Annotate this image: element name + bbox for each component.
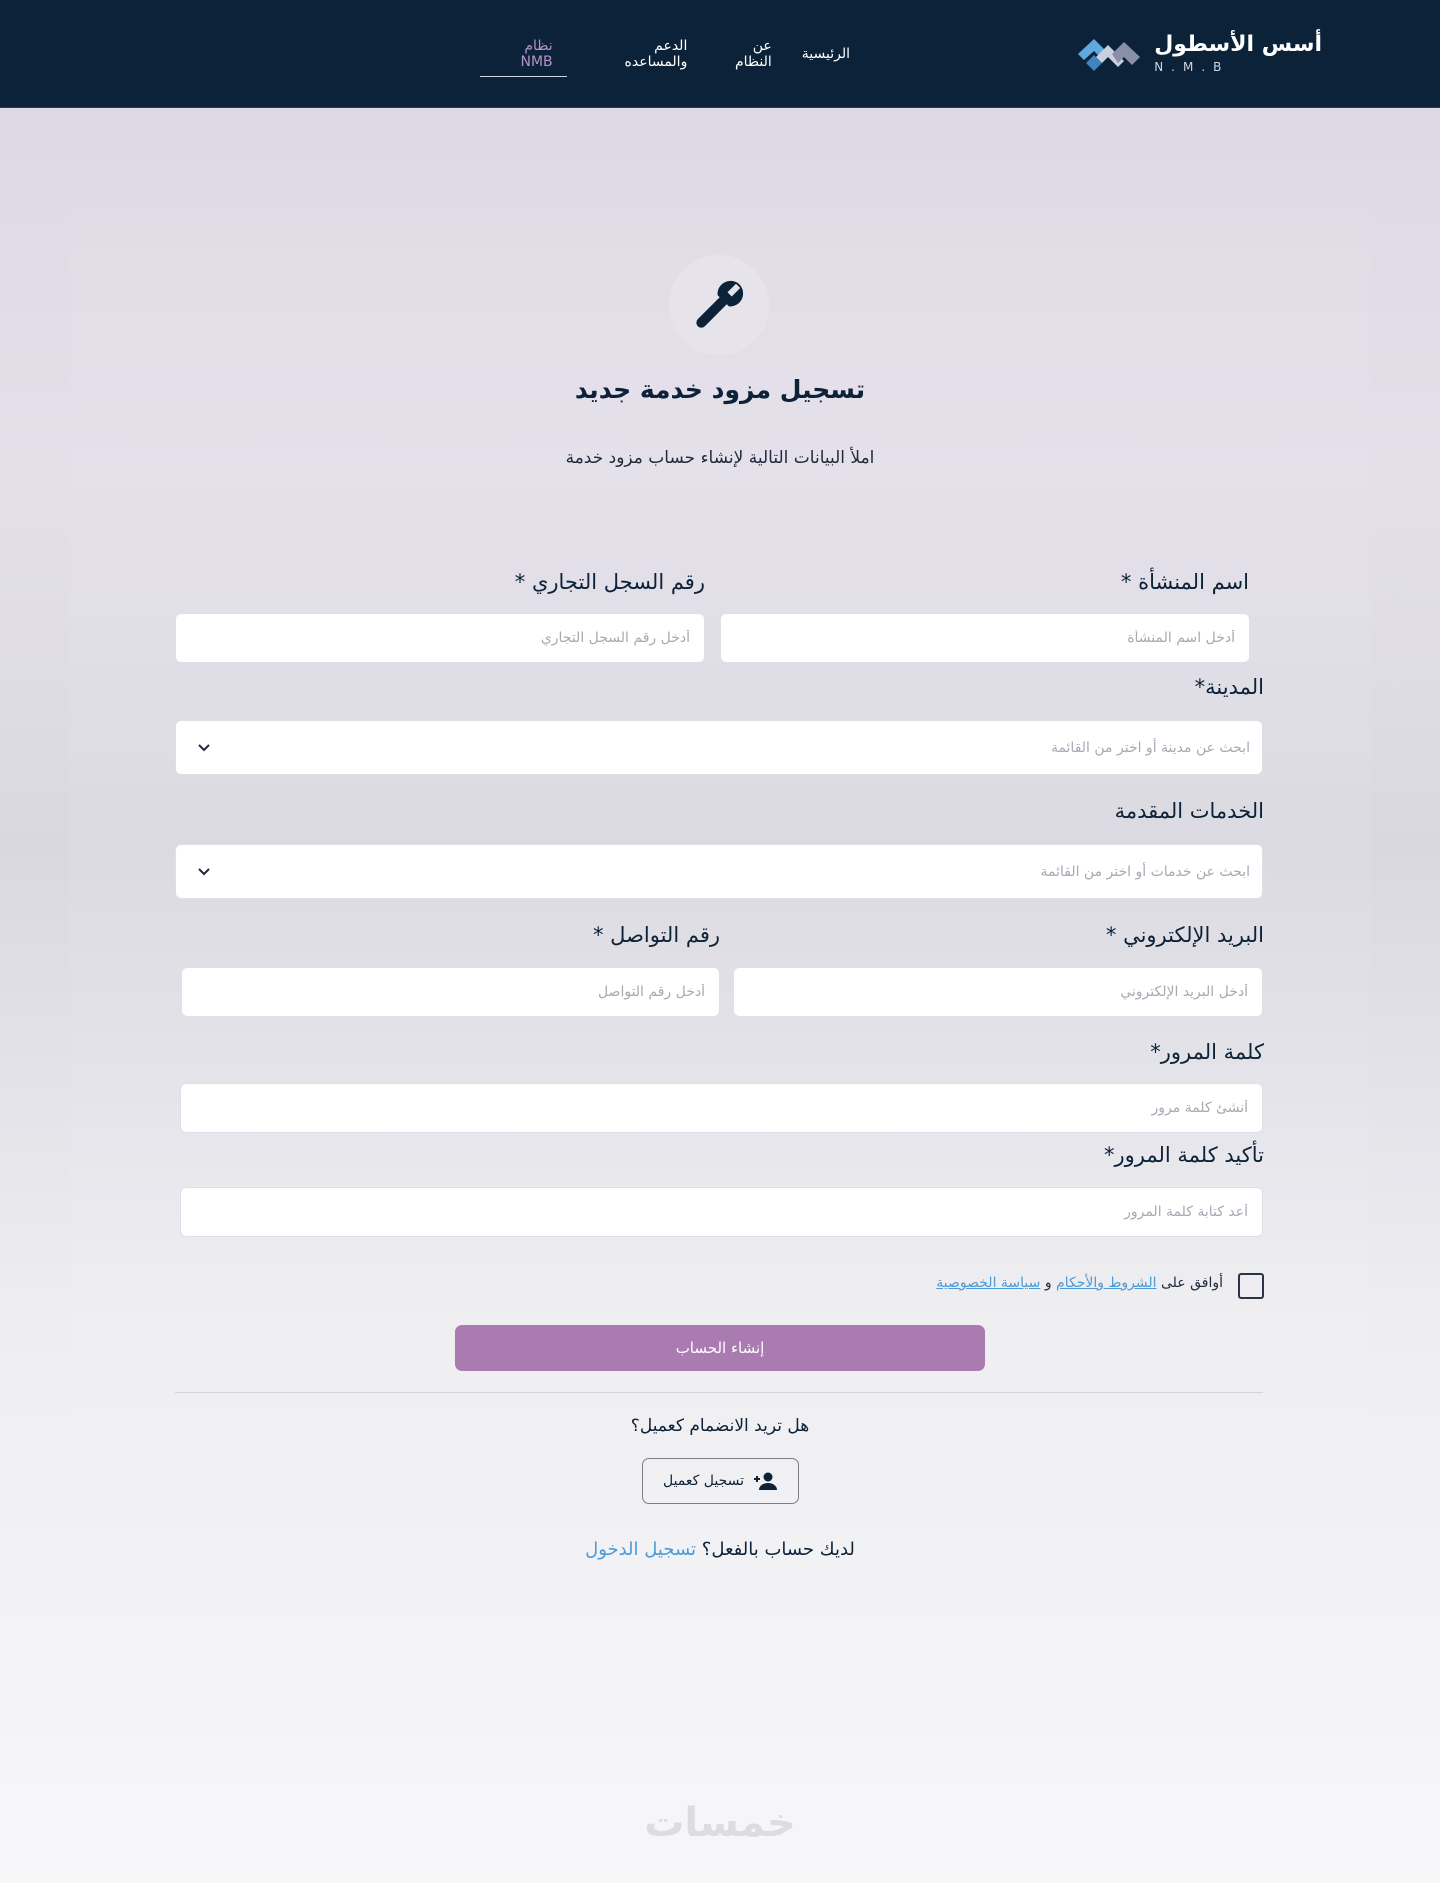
brand-name: أسس الأسطول [1154, 32, 1322, 57]
password-label: كلمة المرور* [1150, 1040, 1264, 1064]
confirm-password-input[interactable] [180, 1187, 1263, 1237]
chevron-down-icon [198, 744, 210, 752]
and-text: و [1044, 1275, 1052, 1291]
nav-links [450, 0, 850, 108]
facility-name-input[interactable] [720, 613, 1250, 663]
brand-logo-group[interactable] [1072, 30, 1322, 78]
watermark-logo: خمسات [644, 1800, 796, 1846]
nav-support[interactable]: الدعم والمساعده [624, 38, 688, 70]
cr-number-input[interactable] [175, 613, 705, 663]
join-as-client-question: هل تريد الانضمام كعميل؟ [630, 1416, 810, 1436]
brand-logo-icon [1072, 33, 1144, 75]
services-select[interactable] [175, 844, 1263, 899]
services-select-placeholder: ابحث عن خدمات أو اختر من القائمة [1040, 863, 1250, 880]
privacy-link[interactable]: سياسة الخصوصية [936, 1275, 1041, 1291]
brand-text [1154, 32, 1322, 76]
login-link[interactable]: تسجيل الدخول [585, 1539, 697, 1560]
cr-number-label: رقم السجل التجاري * [514, 570, 705, 594]
register-as-client-button[interactable] [642, 1458, 799, 1504]
email-input[interactable] [733, 967, 1263, 1017]
services-label: الخدمات المقدمة [1114, 799, 1264, 823]
have-account-text: لديك حساب بالفعل؟ [701, 1539, 855, 1560]
wrench-icon [686, 272, 752, 338]
password-input[interactable] [180, 1083, 1263, 1133]
phone-label: رقم التواصل * [593, 923, 720, 947]
login-prompt [70, 1539, 1370, 1560]
city-select-placeholder: ابحث عن مدينة أو اختر من القائمة [1050, 739, 1250, 756]
nav-home[interactable]: الرئيسية [801, 46, 850, 62]
register-as-client-label: تسجيل كعميل [662, 1473, 745, 1489]
wrench-icon-circle [669, 255, 769, 355]
registration-card [70, 205, 1370, 1675]
brand-subtitle: N.M.B [1154, 60, 1230, 74]
chevron-down-icon [198, 868, 210, 876]
terms-text [936, 1275, 1223, 1291]
city-label: المدينة* [1194, 675, 1264, 699]
agree-prefix: أوافق على [1160, 1275, 1223, 1291]
page-subtitle: املأ البيانات التالية لإنشاء حساب مزود خدمة [565, 448, 875, 468]
page-title: تسجيل مزود خدمة جديد [574, 375, 866, 404]
create-account-button[interactable]: إنشاء الحساب [455, 1325, 985, 1371]
terms-checkbox[interactable] [1238, 1273, 1264, 1299]
city-select[interactable] [175, 720, 1263, 775]
email-label: البريد الإلكتروني * [1105, 923, 1264, 947]
terms-agreement [70, 1273, 1370, 1303]
nav-about[interactable]: عن النظام [734, 38, 772, 70]
phone-input[interactable] [181, 967, 720, 1017]
nav-nmb-system[interactable]: نظام NMB [480, 31, 567, 77]
add-user-icon [754, 1472, 778, 1490]
top-navbar [0, 0, 1440, 108]
facility-name-label: اسم المنشأة * [1120, 570, 1249, 594]
divider [175, 1392, 1263, 1393]
confirm-password-label: تأكيد كلمة المرور* [1103, 1143, 1264, 1167]
terms-link[interactable]: الشروط والأحكام [1056, 1275, 1157, 1291]
